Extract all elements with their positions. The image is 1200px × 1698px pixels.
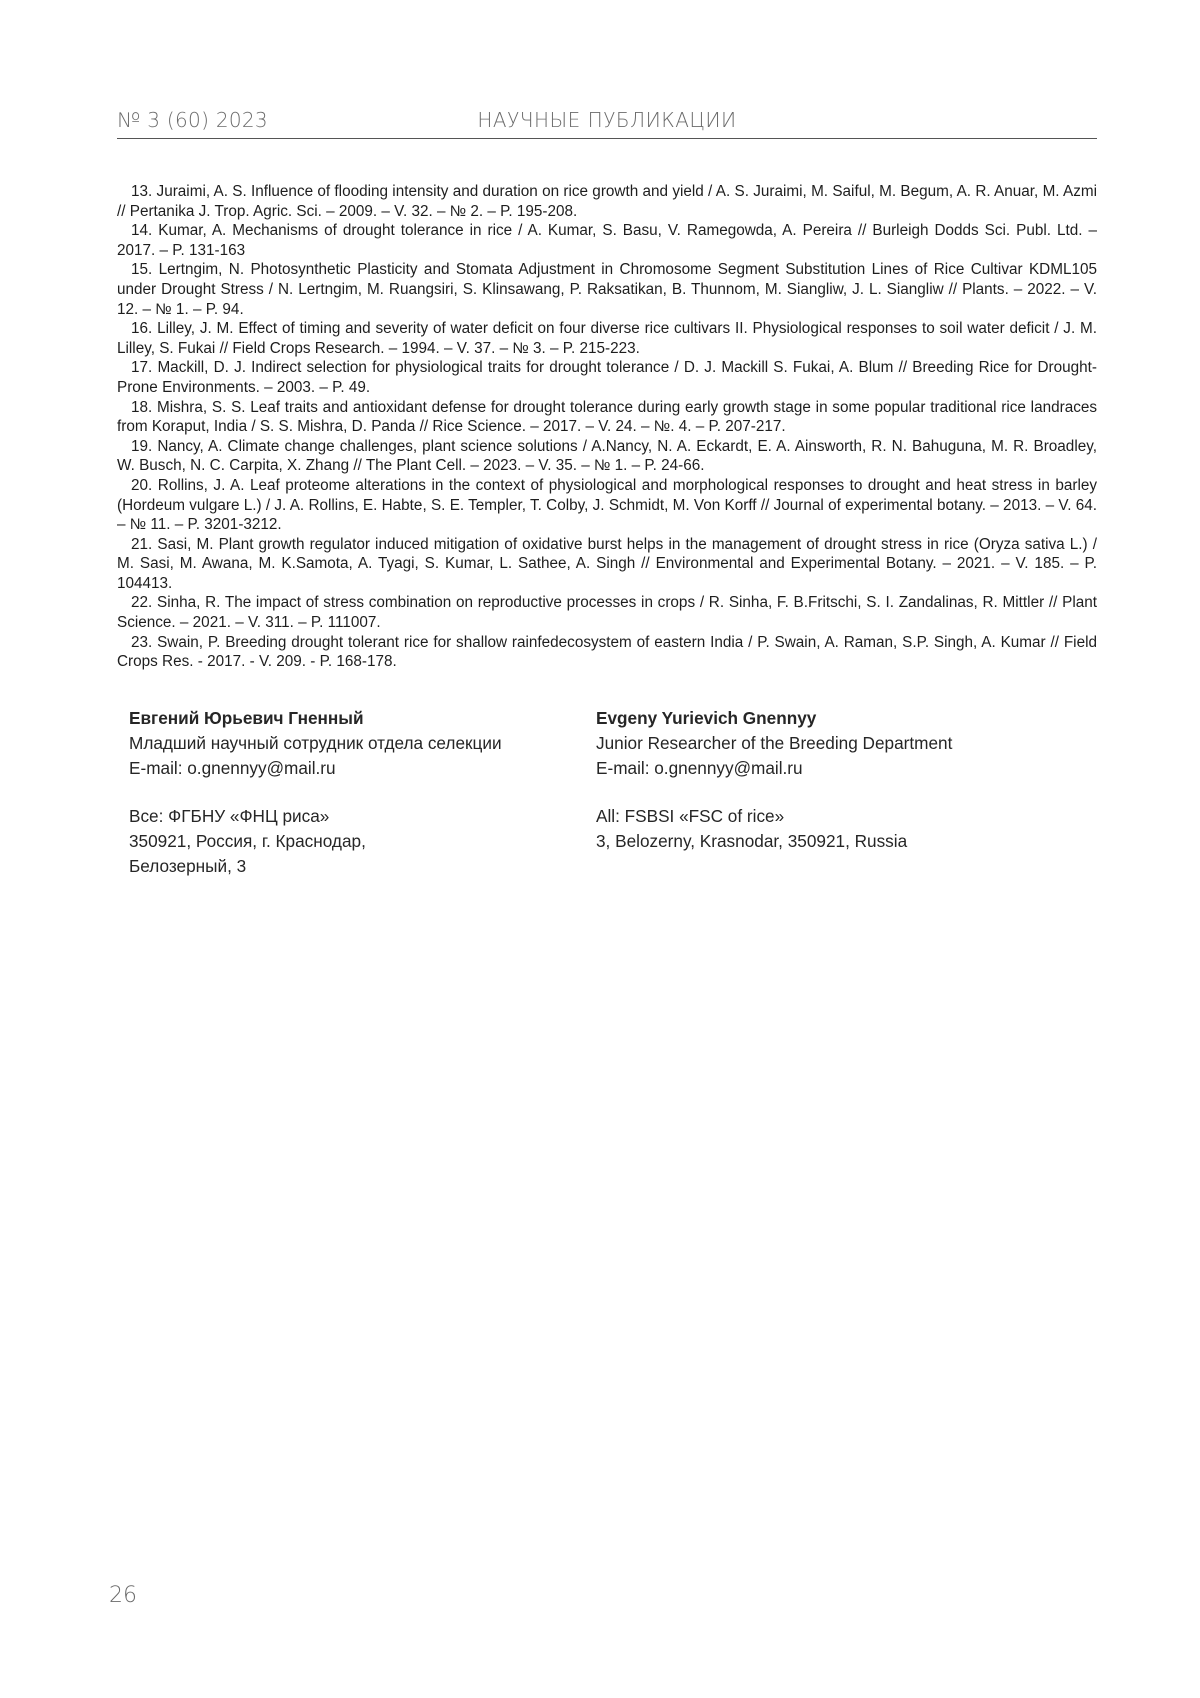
reference-item: 23. Swain, P. Breeding drought tolerant rice for shallow rainfedecosystem of eastern India / P. Swain, A. Raman, S.P. Singh, A. Kumar // Field Crops Res. - 2017. - V. 209. - P. 168-178. [117,633,1097,671]
author-email-en: E-mail: o.gnennyy@mail.ru [596,758,803,778]
author-org-en: All: FSBSI «FSC of rice» [596,806,785,826]
section-title: НАУЧНЫЕ ПУБЛИКАЦИИ [477,108,737,132]
author-position-ru: Младший научный сотрудник отдела селекции [129,733,502,753]
reference-item: 20. Rollins, J. A. Leaf proteome alterations in the context of physiological and morphological responses to drought and heat stress in barley (Hordeum vulgare L.) / J. A. Rollins, E. Habte, S. E. Templer, T. Colby, J. Schmidt, M. Von Korff // Journal of experimental botany. – 2013. – V. 64. – № 11. – P. 3201-3212. [117,476,1097,534]
reference-list [117,182,1097,672]
author-address-line1-ru: 350921, Россия, г. Краснодар, [129,831,366,851]
author-address-line1-en: 3, Belozerny, Krasnodar, 350921, Russia [596,831,908,851]
reference-item: 16. Lilley, J. M. Effect of timing and severity of water deficit on four diverse rice cultivars II. Physiological responses to soil water deficit / J. M. Lilley, S. Fukai // Field Crops Research. – 1994. – V. 37. – № 3. – P. 215-223. [117,320,1097,357]
reference-item: 19. Nancy, A. Climate change challenges, plant science solutions / A.Nancy, N. A. Eckardt, E. A. Ainsworth, R. N. Bahuguna, M. R. Broadley, W. Busch, N. C. Carpita, X. Zhang // The Plant Cell. – 2023. – V. 35. – № 1. – P. 24-66. [117,437,1097,475]
reference-item: 15. Lertngim, N. Photosynthetic Plasticity and Stomata Adjustment in Chromosome Segment Substitution Lines of Rice Cultivar KDML105 under Drought Stress / N. Lertngim, M. Ruangsiri, S. Klinsawang, P. Raksatikan, B. Thunnom, M. Siangliw, J. L. Siangliw // Plants. – 2022. – V. 12. – № 1. – P. 94. [117,261,1097,318]
author-email-ru: E-mail: o.gnennyy@mail.ru [129,758,336,778]
page-number: 26 [109,1583,137,1608]
reference-item: 14. Kumar, A. Mechanisms of drought tolerance in rice / A. Kumar, S. Basu, V. Ramegowda, A. Pereira // Burleigh Dodds Sci. Publ. Ltd. – 2017. – P. 131-163 [117,222,1097,259]
issue-number: № 3 (60) 2023 [117,108,268,132]
reference-item: 17. Mackill, D. J. Indirect selection for physiological traits for drought tolerance / D. J. Mackill S. Fukai, A. Blum // Breeding Rice for Drought-Prone Environments. – 2003. – P. 49. [117,359,1097,396]
author-address-line2-ru: Белозерный, 3 [129,856,247,876]
running-header [117,100,1097,139]
author-name-en: Evgeny Yurievich Gnennyy [596,708,817,728]
author-info-ru [129,706,599,879]
author-org-ru: Все: ФГБНУ «ФНЦ риса» [129,806,330,826]
reference-item: 22. Sinha, R. The impact of stress combination on reproductive processes in crops / R. Sinha, F. B.Fritschi, S. I. Zandalinas, R. Mittler // Plant Science. – 2021. – V. 311. – P. 111007. [117,594,1097,632]
reference-item: 21. Sasi, M. Plant growth regulator induced mitigation of oxidative burst helps in the management of drought stress in rice (Oryza sativa L.) / M. Sasi, M. Awana, M. K.Samota, A. Tyagi, S. Kumar, L. Sathee, A. Singh // Environmental and Experimental Botany. – 2021. – V. 185. – P. 104413. [117,535,1097,592]
author-position-en: Junior Researcher of the Breeding Department [596,733,953,753]
author-name-ru: Евгений Юрьевич Гненный [129,708,364,728]
reference-item: 13. Juraimi, A. S. Influence of flooding intensity and duration on rice growth and yield / A. S. Juraimi, M. Saiful, M. Begum, A. R. Anuar, M. Azmi // Pertanika J. Trop. Agric. Sci. – 2009. – V. 32. – № 2. – P. 195-208. [117,183,1097,220]
reference-item: 18. Mishra, S. S. Leaf traits and antioxidant defense for drought tolerance during early growth stage in some popular traditional rice landraces from Koraput, India / S. S. Mishra, D. Panda // Rice Science. – 2017. – V. 24. – №. 4. – P. 207-217. [117,398,1097,436]
author-info-en [596,706,1066,854]
